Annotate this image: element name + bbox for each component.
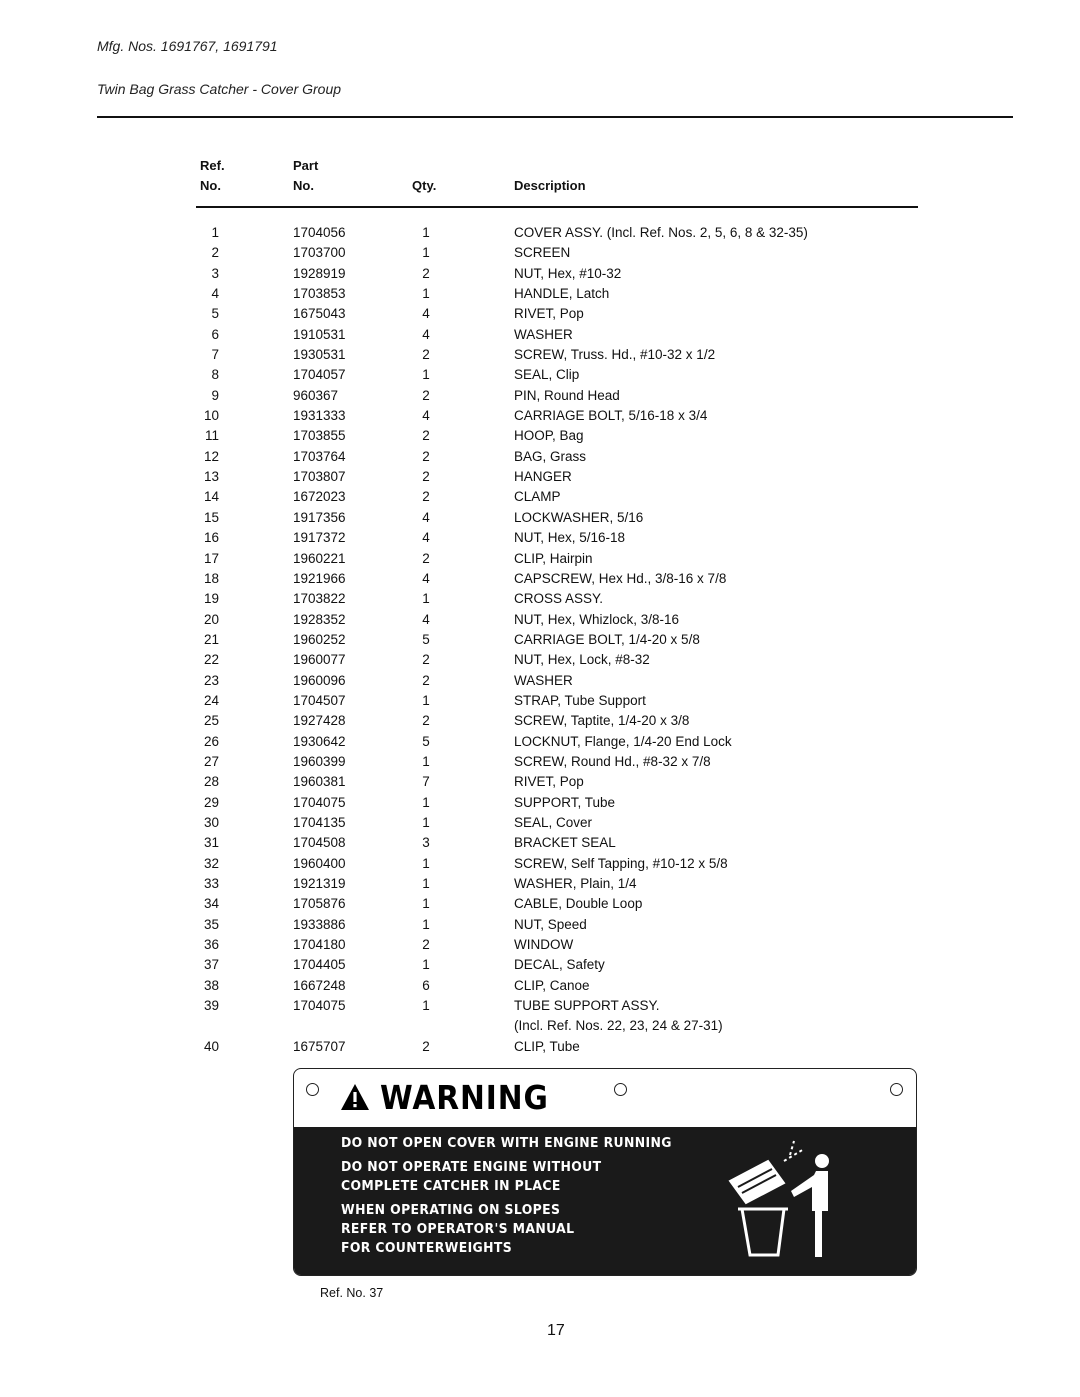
list-item: [0, 406, 1080, 426]
ref-number: 16: [203, 530, 219, 546]
quantity: 1: [422, 998, 430, 1014]
part-description: CARRIAGE BOLT, 5/16-18 x 3/4: [514, 408, 708, 424]
list-item: [0, 223, 1080, 243]
part-number: 1960077: [293, 652, 346, 668]
part-description: HANGER: [514, 469, 572, 485]
part-description: BAG, Grass: [514, 448, 587, 464]
part-description: CLIP, Hairpin: [514, 550, 593, 566]
quantity: 4: [422, 306, 430, 322]
part-description: WASHER, Plain, 1/4: [514, 876, 637, 891]
quantity: 2: [422, 713, 430, 729]
quantity: 6: [422, 977, 430, 993]
part-number: 1704057: [293, 367, 346, 383]
ref-number: 23: [203, 672, 219, 688]
quantity: 2: [422, 265, 430, 281]
ref-number: 37: [203, 957, 219, 973]
ref-number: 34: [203, 896, 219, 912]
part-description: WASHER: [514, 672, 573, 688]
ref-number: 22: [203, 652, 219, 668]
part-description: CLIP, Tube: [514, 1038, 580, 1054]
ref-number: 18: [203, 570, 219, 586]
list-item: [0, 365, 1080, 385]
list-item: [0, 996, 1080, 1016]
warning-decal: [293, 1068, 917, 1276]
part-number: 1703822: [293, 591, 346, 607]
part-description: NUT, Hex, 5/16-18: [514, 530, 626, 546]
col-ref-label-1: Ref.: [200, 158, 225, 173]
quantity: 1: [422, 286, 430, 302]
list-item: [0, 426, 1080, 446]
mounting-hole-icon: [614, 1083, 627, 1096]
quantity: 2: [422, 672, 430, 688]
quantity: 1: [422, 896, 430, 912]
ref-number: 19: [203, 591, 219, 607]
part-number: 1704075: [293, 794, 346, 810]
part-number: 1704405: [293, 957, 346, 973]
ref-number: 8: [211, 367, 219, 383]
warning-triangle-icon: [340, 1082, 370, 1112]
list-item: [0, 854, 1080, 874]
part-number: 960367: [293, 387, 339, 403]
part-description: LOCKNUT, Flange, 1/4-20 End Lock: [514, 733, 732, 749]
list-item: [0, 691, 1080, 711]
ref-number: 15: [203, 509, 219, 525]
ref-number: 32: [203, 855, 219, 871]
list-item: [0, 752, 1080, 772]
decal-reference-caption: Ref. No. 37: [320, 1286, 384, 1300]
list-item: [0, 732, 1080, 752]
part-description: CROSS ASSY.: [514, 591, 604, 607]
list-item: [0, 447, 1080, 467]
warning-line-3: COMPLETE CATCHER IN PLACE: [341, 1178, 561, 1194]
manufacturer-numbers: Mfg. Nos. 1691767, 1691791: [97, 38, 278, 54]
quantity: 1: [422, 814, 430, 830]
part-number: 1933886: [293, 916, 346, 932]
quantity: 1: [422, 245, 430, 261]
part-description: LOCKWASHER, 5/16: [514, 509, 644, 525]
list-item: [0, 325, 1080, 345]
quantity: 2: [422, 469, 430, 485]
part-description: COVER ASSY. (Incl. Ref. Nos. 2, 5, 6, 8 & 32-35): [514, 225, 808, 240]
quantity: 2: [422, 652, 430, 668]
part-description: NUT, Hex, Whizlock, 3/8-16: [514, 611, 680, 627]
part-number: 1667248: [293, 977, 346, 993]
quantity: 2: [422, 347, 430, 363]
quantity: 7: [422, 774, 430, 790]
list-item: [0, 508, 1080, 528]
mounting-hole-icon: [890, 1083, 903, 1096]
quantity: 4: [422, 570, 430, 586]
ref-number: 7: [211, 347, 219, 363]
table-header-divider: [196, 206, 918, 208]
list-item-continuation: [0, 1016, 1080, 1036]
quantity: 4: [422, 326, 430, 342]
quantity: 1: [422, 753, 430, 769]
ref-number: 5: [211, 306, 219, 322]
part-number: 1703764: [293, 448, 346, 464]
list-item: [0, 833, 1080, 853]
part-description: SCREW, Taptite, 1/4-20 x 3/8: [514, 713, 690, 729]
warning-title: WARNING: [380, 1077, 549, 1117]
part-number: 1930531: [293, 347, 346, 363]
part-number: 1931333: [293, 408, 346, 424]
part-description: RIVET, Pop: [514, 774, 584, 790]
col-qty-label: Qty.: [412, 178, 437, 193]
ref-number: 29: [203, 794, 219, 810]
part-description: BRACKET SEAL: [514, 835, 616, 851]
ref-number: 31: [203, 835, 219, 851]
list-item: [0, 935, 1080, 955]
part-number: 1703807: [293, 469, 346, 485]
part-number: 1703700: [293, 245, 346, 261]
list-item: [0, 284, 1080, 304]
ref-number: 13: [203, 469, 219, 485]
list-item: [0, 671, 1080, 691]
ref-number: 21: [203, 631, 219, 647]
ref-number: 28: [203, 774, 219, 790]
ref-number: 11: [204, 428, 219, 444]
part-number: 1910531: [293, 326, 346, 342]
part-number: 1960381: [293, 774, 346, 790]
ref-number: 40: [203, 1038, 219, 1054]
quantity: 2: [422, 550, 430, 566]
list-item: [0, 549, 1080, 569]
page-number: 17: [547, 1322, 565, 1339]
list-item: [0, 874, 1080, 894]
ref-number: 12: [203, 448, 219, 464]
col-part-label-2: No.: [293, 178, 314, 193]
quantity: 1: [422, 225, 430, 240]
list-item: [0, 345, 1080, 365]
ref-number: 4: [211, 286, 219, 302]
ref-number: 35: [203, 916, 219, 932]
ref-number: 1: [211, 225, 219, 240]
part-description: WASHER: [514, 326, 573, 342]
part-number: 1675043: [293, 306, 346, 322]
ref-number: 33: [203, 876, 219, 891]
quantity: 1: [422, 794, 430, 810]
list-item: [0, 650, 1080, 670]
list-item: [0, 976, 1080, 996]
part-description: SCREEN: [514, 245, 571, 261]
quantity: 1: [422, 692, 430, 708]
warning-line-6: FOR COUNTERWEIGHTS: [341, 1240, 513, 1256]
part-number: 1960221: [293, 550, 346, 566]
part-number: 1704075: [293, 998, 346, 1014]
mounting-hole-icon: [306, 1083, 319, 1096]
list-item: [0, 569, 1080, 589]
part-description: NUT, Hex, Lock, #8-32: [514, 652, 650, 668]
part-number: 1928919: [293, 265, 346, 281]
warning-line-5: REFER TO OPERATOR'S MANUAL: [341, 1221, 575, 1237]
part-description: CLAMP: [514, 489, 561, 505]
part-description: HANDLE, Latch: [514, 286, 610, 302]
part-number: 1704508: [293, 835, 346, 851]
part-number: 1675707: [293, 1038, 346, 1054]
part-description: SUPPORT, Tube: [514, 794, 616, 810]
quantity: 5: [422, 631, 430, 647]
part-number: 1703853: [293, 286, 346, 302]
list-item: [0, 1037, 1080, 1057]
ref-number: 38: [203, 977, 219, 993]
part-description: HOOP, Bag: [514, 428, 584, 444]
ref-number: 25: [203, 713, 219, 729]
part-number: 1672023: [293, 489, 346, 505]
warning-line-1: DO NOT OPEN COVER WITH ENGINE RUNNING: [341, 1135, 672, 1151]
part-description: WINDOW: [514, 937, 574, 953]
quantity: 5: [422, 733, 430, 749]
list-item: [0, 589, 1080, 609]
ref-number: 24: [203, 692, 219, 708]
quantity: 2: [422, 448, 430, 464]
list-item: [0, 610, 1080, 630]
ref-number: 2: [211, 245, 219, 261]
list-item: [0, 528, 1080, 548]
list-item: [0, 243, 1080, 263]
part-number: 1930642: [293, 733, 346, 749]
quantity: 4: [422, 611, 430, 627]
list-item: [0, 304, 1080, 324]
part-description: CAPSCREW, Hex Hd., 3/8-16 x 7/8: [514, 570, 727, 586]
ref-number: 3: [211, 265, 219, 281]
part-description: DECAL, Safety: [514, 957, 605, 973]
part-description: (Incl. Ref. Nos. 22, 23, 24 & 27-31): [514, 1018, 723, 1034]
ref-number: 30: [203, 814, 219, 830]
quantity: 2: [422, 489, 430, 505]
list-item: [0, 711, 1080, 731]
part-number: 1960399: [293, 753, 346, 769]
part-number: 1960400: [293, 855, 346, 871]
ref-number: 39: [203, 998, 219, 1014]
list-item: [0, 467, 1080, 487]
part-description: TUBE SUPPORT ASSY.: [514, 998, 660, 1014]
list-item: [0, 894, 1080, 914]
part-number: 1704507: [293, 692, 346, 708]
header-divider: [97, 116, 1013, 118]
quantity: 2: [422, 937, 430, 953]
part-description: PIN, Round Head: [514, 387, 620, 403]
ref-number: 17: [203, 550, 219, 566]
warning-line-4: WHEN OPERATING ON SLOPES: [341, 1202, 561, 1218]
ref-number: 36: [203, 937, 219, 953]
part-number: 1704056: [293, 225, 346, 240]
quantity: 1: [422, 367, 430, 383]
part-description: CARRIAGE BOLT, 1/4-20 x 5/8: [514, 631, 700, 647]
part-number: 1705876: [293, 896, 346, 912]
part-description: NUT, Speed: [514, 916, 587, 932]
quantity: 4: [422, 509, 430, 525]
quantity: 4: [422, 530, 430, 546]
part-number: 1927428: [293, 713, 346, 729]
quantity: 1: [422, 591, 430, 607]
col-ref-label-2: No.: [200, 178, 221, 193]
part-number: 1960252: [293, 631, 346, 647]
col-description-label: Description: [514, 178, 586, 193]
part-description: SCREW, Round Hd., #8-32 x 7/8: [514, 753, 711, 769]
part-number: 1703855: [293, 428, 346, 444]
part-number: 1921966: [293, 570, 346, 586]
quantity: 1: [422, 916, 430, 932]
part-number: 1928352: [293, 611, 346, 627]
ref-number: 26: [203, 733, 219, 749]
list-item: [0, 386, 1080, 406]
part-description: CABLE, Double Loop: [514, 896, 643, 912]
part-number: 1917372: [293, 530, 346, 546]
part-description: SEAL, Cover: [514, 814, 593, 830]
quantity: 3: [422, 835, 430, 851]
section-title: Twin Bag Grass Catcher - Cover Group: [97, 81, 342, 97]
part-description: SEAL, Clip: [514, 367, 580, 383]
part-number: 1704135: [293, 814, 346, 830]
quantity: 2: [422, 428, 430, 444]
ref-number: 10: [203, 408, 219, 424]
part-description: RIVET, Pop: [514, 306, 584, 322]
list-item: [0, 793, 1080, 813]
part-number: 1704180: [293, 937, 346, 953]
list-item: [0, 487, 1080, 507]
quantity: 1: [422, 957, 430, 973]
quantity: 1: [422, 876, 430, 891]
warning-header: [340, 1075, 567, 1119]
part-description: SCREW, Self Tapping, #10-12 x 5/8: [514, 855, 728, 871]
ref-number: 14: [203, 489, 219, 505]
list-item: [0, 813, 1080, 833]
part-description: STRAP, Tube Support: [514, 692, 646, 708]
quantity: 2: [422, 1038, 430, 1054]
quantity: 2: [422, 387, 430, 403]
ref-number: 20: [203, 611, 219, 627]
part-number: 1917356: [293, 509, 346, 525]
part-number: 1960096: [293, 672, 346, 688]
warning-line-2: DO NOT OPERATE ENGINE WITHOUT: [341, 1159, 602, 1175]
list-item: [0, 915, 1080, 935]
part-description: NUT, Hex, #10-32: [514, 265, 622, 281]
parts-list: [0, 223, 1080, 1057]
part-description: CLIP, Canoe: [514, 977, 590, 993]
ref-number: 27: [203, 753, 219, 769]
list-item: [0, 955, 1080, 975]
ref-number: 9: [211, 387, 219, 403]
part-number: 1921319: [293, 876, 346, 891]
list-item: [0, 772, 1080, 792]
list-item: [0, 630, 1080, 650]
col-part-label-1: Part: [293, 158, 319, 173]
operator-emptying-catcher-icon: [724, 1137, 844, 1267]
list-item: [0, 264, 1080, 284]
quantity: 1: [422, 855, 430, 871]
ref-number: 6: [211, 326, 219, 342]
part-description: SCREW, Truss. Hd., #10-32 x 1/2: [514, 347, 716, 363]
quantity: 4: [422, 408, 430, 424]
